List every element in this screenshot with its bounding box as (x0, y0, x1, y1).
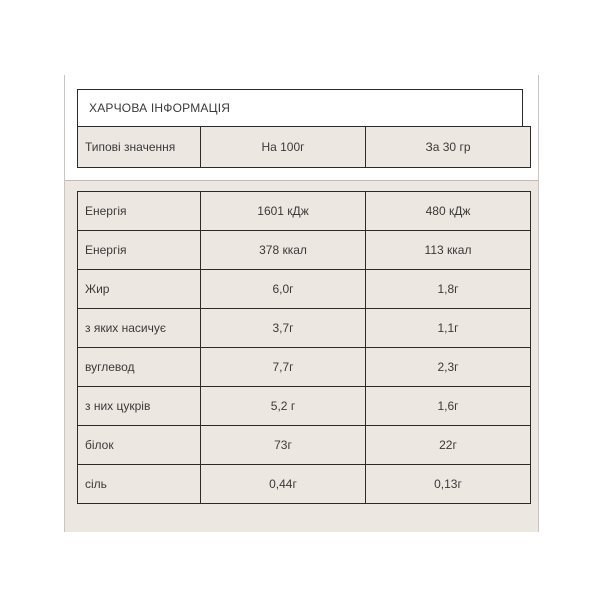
nutrient-name-cell: з яких насичує (78, 309, 201, 348)
nutrient-name-cell: з них цукрів (78, 387, 201, 426)
per-serving-value-cell: 2,3г (366, 348, 531, 387)
per-serving-value-cell: 480 кДж (366, 192, 531, 231)
per100-value-cell: 3,7г (201, 309, 366, 348)
header-row (78, 127, 531, 168)
per100-value-cell: 1601 кДж (201, 192, 366, 231)
nutrient-name-cell: Енергія (78, 192, 201, 231)
table-row (78, 348, 531, 387)
nutrient-name-cell: вуглевод (78, 348, 201, 387)
nutrient-name-cell: Енергія (78, 231, 201, 270)
nutrition-panel (64, 75, 539, 532)
nutrition-header-area (65, 75, 538, 181)
table-row (78, 387, 531, 426)
table-row (78, 231, 531, 270)
per100-value-cell: 7,7г (201, 348, 366, 387)
nutrition-title-cell (77, 89, 523, 127)
per-serving-value-cell: 113 ккал (366, 231, 531, 270)
nutrient-name-cell: Жир (78, 270, 201, 309)
nutrition-title: ХАРЧОВА ІНФОРМАЦІЯ (89, 101, 231, 115)
table-row (78, 426, 531, 465)
header-per-serving-cell: За 30 гр (366, 127, 531, 168)
nutrient-name-cell: білок (78, 426, 201, 465)
nutrient-name-cell: сіль (78, 465, 201, 504)
per100-value-cell: 73г (201, 426, 366, 465)
per-serving-value-cell: 1,8г (366, 270, 531, 309)
nutrition-header-table (77, 126, 531, 168)
table-row (78, 465, 531, 504)
per100-value-cell: 378 ккал (201, 231, 366, 270)
table-row (78, 192, 531, 231)
table-row (78, 270, 531, 309)
per100-value-cell: 5,2 г (201, 387, 366, 426)
header-label-cell: Типові значення (78, 127, 201, 168)
header-per100-cell: На 100г (201, 127, 366, 168)
per-serving-value-cell: 0,13г (366, 465, 531, 504)
per100-value-cell: 6,0г (201, 270, 366, 309)
nutrition-values-table (77, 191, 531, 504)
per100-value-cell: 0,44г (201, 465, 366, 504)
table-row (78, 309, 531, 348)
per-serving-value-cell: 1,6г (366, 387, 531, 426)
per-serving-value-cell: 1,1г (366, 309, 531, 348)
per-serving-value-cell: 22г (366, 426, 531, 465)
